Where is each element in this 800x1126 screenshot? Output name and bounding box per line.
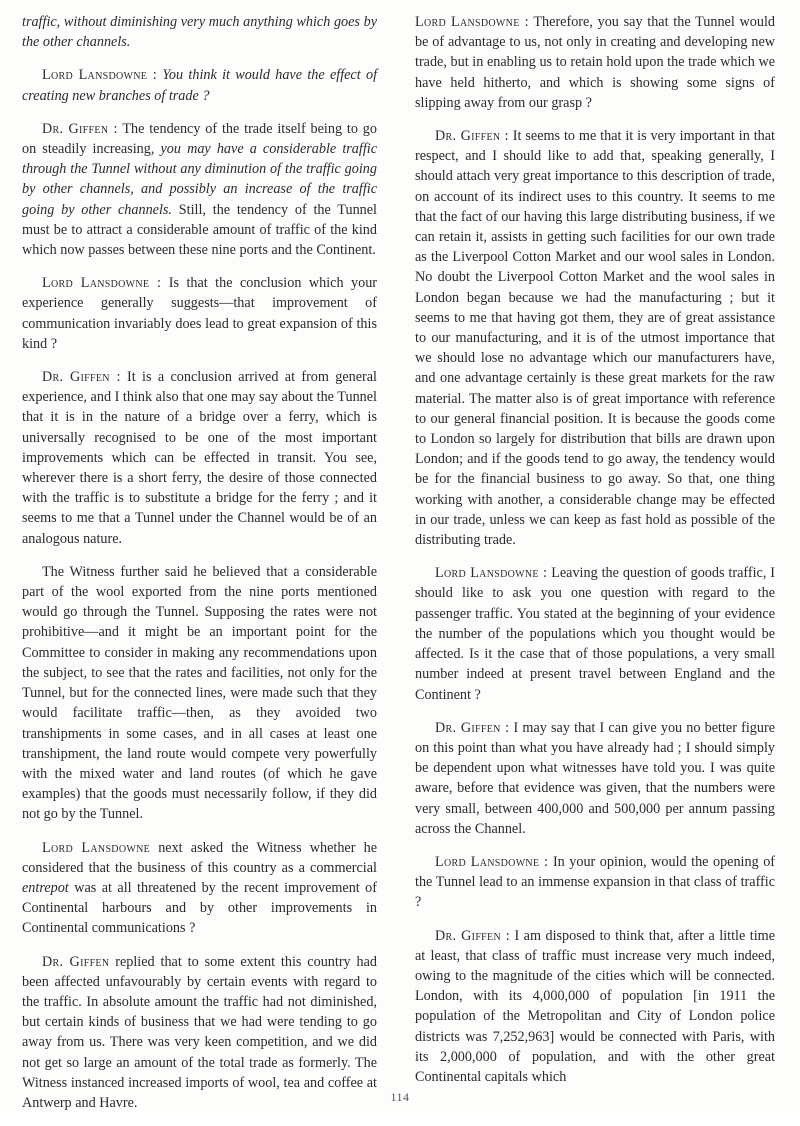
italic-term: entrepot [22, 879, 69, 896]
speaker-name: Lord Lansdowne : [435, 565, 548, 582]
answer-text: I may say that I can give you no better figure on this point than what you have already had ; I should simply be dependent upon what witnesses have told you. I was quite aware, before that evidence was given, that the numbers were very small, between 400,000 and 500,000 per annum passing across the Channel. [415, 719, 775, 837]
question-text: In your opinion, would the opening of the Tunnel lead to an immense expansion in that class of traffic ? [415, 853, 776, 911]
answer-text: It seems to me that it is very important in that respect, and I should like to add that, speaking generally, I should attach very great importance to this description of trade, on account of its indirect uses to this country. It seems to me that the fact of our having this large distributing business, if we can retain it, assists in getting such facilities for our own trade as the Liverpool Cotton Market and our wool sales in London. No doubt the Liverpool Cotton Market and the wool sales in London began because we had the manufacturing ; but it seems to me that having got them, they are of great assistance to our manufacturing, and it is of the utmost importance that we should lose no advantage which our manufacturers have, and one advantage certainly is these great markets for the raw material. The matter also is of great importance with reference to our general financial position. It is because the goods come to London so largely for distribution that bills are drawn upon London; and if the goods tend to go away, the tendency would be for the financial business to go away. So that, one thing working with another, a considerable change may be effected in our trade, unless we can keep as fast hold as possible of the distributing trade. [415, 128, 775, 549]
paragraph [22, 65, 377, 105]
left-column [22, 12, 377, 1126]
paragraph [22, 838, 377, 939]
paragraph [22, 952, 377, 1114]
paragraph [22, 367, 377, 549]
paragraph [22, 119, 377, 260]
narrative-text: was at all threatened by the recent improvement of Continental harbours and by other improvements in Continental communications ? [22, 879, 378, 937]
speaker-name: Dr. Giffen : [435, 927, 510, 944]
page-number: 114 [390, 1090, 410, 1104]
speaker-name: Dr. Giffen [42, 953, 110, 970]
speaker-name: Lord Lansdowne : [42, 67, 158, 84]
speaker-name: Lord Lansdowne [42, 839, 151, 856]
continued-text: traffic, without diminishing very much anything which goes by the other channels. [22, 14, 377, 51]
narrative-text: next asked the Witness whether he considered that the business of this country as a commercial [22, 839, 377, 876]
answer-text: It is a conclusion arrived at from general experience, and I think also that one may say about the Tunnel that it is in the nature of a bridge over a ferry, which is universally recognised to be one of the most important improvements which can be effected in transit. You see, wherever there is a short ferry, the desire of those connected with the traffic is to substitute a bridge for the ferry ; and it seems to me that a Tunnel under the Channel would be of an analogous nature. [22, 369, 377, 547]
answer-text: Still, the tendency of the Tunnel must be to attract a considerable amount of traffic of the kind which now passes between these nine ports and the Continent. [22, 201, 377, 259]
speaker-name: Dr. Giffen : [42, 120, 118, 137]
paragraph [415, 12, 775, 113]
paragraph [22, 12, 377, 52]
question-text: Leaving the question of goods traffic, I should like to ask you one question with regard to the passenger traffic. You stated at the beginning of your evidence the number of the populations which you thought would be affected. Is it the case that of those populations, a very small number indeed at present travel between England and the Continent ? [415, 565, 776, 703]
speaker-name: Lord Lansdowne : [42, 275, 162, 292]
speaker-name: Dr. Giffen : [42, 369, 121, 386]
paragraph [415, 718, 775, 839]
paragraph [415, 926, 775, 1088]
answer-text: The tendency of the trade itself being to go on steadily increasing, [22, 120, 377, 158]
speaker-name: Dr. Giffen : [435, 719, 510, 736]
speaker-name: Dr. Giffen : [435, 128, 509, 145]
speaker-name: Lord Lansdowne : [435, 853, 549, 870]
question-text: You think it would have the effect of creating new branches of trade ? [22, 67, 378, 104]
paragraph: The Witness further said he believed that a considerable part of the wool exported from the nine ports mentioned would go through the Tunnel. Supposing the rates were not prohibitive—and it might be an important point for the Committee to consider in making any recommendations upon the subject, to see that the rates and facilities, not only for the Tunnel, but for the connected lines, were made such that they would facilitate traffic—then, as they avoided two transhipments in some cases, and in all cases at least one transhipment, the land route would compete very powerfully with the mixed water and land routes (of which he gave examples) that the goods must necessarily follow, if they did not go by the Tunnel. [22, 563, 377, 823]
paragraph [415, 126, 775, 550]
speaker-name: Lord Lansdowne : [415, 14, 529, 30]
paragraph [22, 273, 377, 354]
answer-text: I am disposed to think that, after a little time at least, that class of traffic must increase very much indeed, owing to the magnitude of the cities which will be connected. London, with its 4,000,000 of population [in 1911 the population of the Metropolitan and City of London police districts was 7,252,963] would be connected with Paris, with its 2,000,000 of population, and with the other great Continental capitals which [415, 927, 775, 1085]
right-column [415, 12, 775, 1100]
narrative-text: replied that to some extent this country had been affected unfavourably by certain events with regard to the traffic. In absolute amount the traffic had not diminished, but certain kinds of business that we had were tending to go away from us. There was very keen competition, and we did not get so large an amount of the total trade as formerly. The Witness instanced increased imports of wool, tea and coffee at Antwerp and Havre. [22, 953, 377, 1111]
paragraph [415, 563, 775, 704]
paragraph [415, 852, 775, 913]
question-text: Is that the conclusion which your experience generally suggests—that improvement of communication invariably does lead to great expansion of this kind ? [22, 275, 378, 352]
answer-italic-text: you may have a considerable traffic through the Tunnel without any diminution of the traffic going by other channels, and possibly an increase of the traffic going by other channels. [22, 141, 377, 218]
question-text: Therefore, you say that the Tunnel would be of advantage to us, not only in creating and developing new trade, but in enabling us to retain hold upon the trade which we have held hitherto, and which is showing some signs of slipping away from our grasp ? [415, 14, 776, 111]
